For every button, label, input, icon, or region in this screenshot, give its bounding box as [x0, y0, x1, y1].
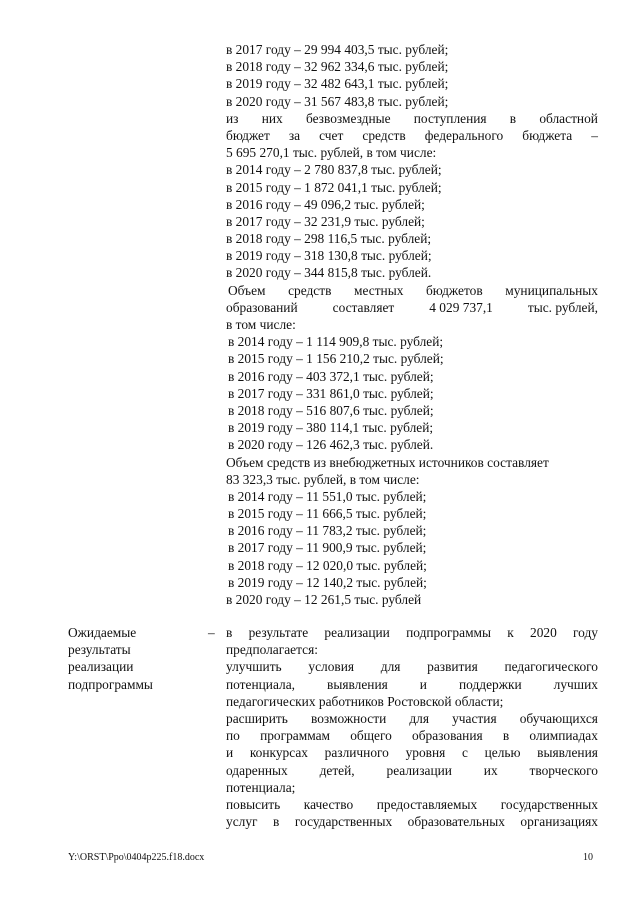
word: средств [362, 127, 406, 143]
word: развития [427, 659, 478, 675]
word: по [226, 728, 240, 744]
extra-year-line: в 2019 году – 12 140,2 тыс. рублей; [228, 574, 427, 590]
word: и [226, 745, 234, 761]
word: услуг [226, 814, 258, 830]
word: их [483, 762, 498, 778]
word: местных [354, 282, 404, 298]
funding-line: в 2018 году – 32 962 334,6 тыс. рублей; [226, 59, 449, 75]
federal-intro-line-1 [226, 110, 598, 127]
word: олимпиадах [529, 728, 598, 744]
page-number: 10 [583, 852, 593, 863]
results-line: потенциала; [226, 779, 296, 795]
extra-year-line: в 2020 году – 12 261,5 тыс. рублей [226, 592, 422, 607]
word: выявления [537, 745, 598, 761]
word: бюджета [522, 127, 573, 143]
word: педагогического [504, 659, 598, 675]
word: в [502, 728, 510, 744]
word: участия [452, 710, 497, 726]
word: 4 029 737,1 [429, 299, 493, 315]
results-line [226, 727, 598, 744]
local-year-line: в 2019 году – 380 114,1 тыс. рублей; [228, 420, 434, 436]
word: предоставляемых [376, 796, 478, 812]
word: бюджетов [425, 282, 483, 298]
word: и [419, 676, 427, 692]
funding-line: в 2019 году – 32 482 643,1 тыс. рублей; [226, 76, 449, 92]
results-line [226, 658, 598, 675]
word: образования [412, 728, 483, 744]
local-year-line: в 2017 году – 331 861,0 тыс. рублей; [228, 385, 434, 401]
section-label-line: Ожидаемые [68, 625, 137, 640]
federal-year-line: в 2016 году – 49 096,2 тыс. рублей; [226, 196, 425, 212]
word: образований [226, 299, 298, 315]
word: государственных [294, 814, 393, 830]
extra-year-line: в 2016 году – 11 783,2 тыс. рублей; [228, 523, 427, 539]
federal-year-line: в 2014 году – 2 780 837,8 тыс. рублей; [226, 162, 442, 178]
funding-line: в 2017 году – 29 994 403,5 тыс. рублей; [226, 42, 449, 57]
federal-year-line: в 2015 году – 1 872 041,1 тыс. рублей; [226, 179, 442, 195]
results-line [226, 813, 598, 830]
local-year-line: в 2015 году – 1 156 210,2 тыс. рублей; [228, 351, 444, 367]
word: подпрограммы [406, 625, 492, 640]
local-tail-line: в том числе: [226, 317, 296, 332]
word: для [380, 659, 401, 675]
word: в [273, 814, 280, 830]
word: творческого [529, 762, 598, 778]
word: бюджет [226, 127, 270, 143]
local-year-line: в 2016 году – 403 372,1 тыс. рублей; [228, 368, 434, 384]
word: возможности [310, 710, 387, 726]
funding-line: в 2020 году – 31 567 483,8 тыс. рублей; [226, 93, 449, 109]
local-intro-line-1 [226, 282, 598, 299]
results-block [226, 624, 598, 830]
local-intro-line-2 [226, 299, 598, 316]
word: реализации [324, 625, 390, 640]
word: программам [260, 728, 331, 744]
word: с [461, 745, 468, 761]
word: из [226, 110, 239, 126]
word: для [409, 710, 430, 726]
federal-total-line: 5 695 270,1 тыс. рублей, в том числе: [226, 145, 437, 161]
results-line [226, 710, 598, 727]
word: потенциала, [226, 676, 296, 692]
results-line [226, 744, 598, 761]
word: муниципальных [505, 282, 598, 298]
word: конкурсах [249, 745, 308, 761]
word: организациях [520, 814, 598, 830]
word: поступления [413, 110, 487, 126]
word: безвозмездные [305, 110, 391, 126]
word: 2020 [530, 625, 557, 640]
word: одаренных [226, 762, 288, 778]
results-line: предполагается: [226, 642, 318, 658]
extra-year-line: в 2015 году – 11 666,5 тыс. рублей; [228, 506, 427, 522]
word: в [509, 110, 517, 126]
word: условия [308, 659, 355, 675]
word: лучших [553, 676, 598, 692]
word: образовательных [407, 814, 505, 830]
federal-year-line: в 2018 году – 298 116,5 тыс. рублей; [226, 231, 432, 247]
word: поддержки [458, 676, 522, 692]
federal-year-line: в 2019 году – 318 130,8 тыс. рублей; [226, 248, 432, 264]
word: улучшить [226, 659, 282, 675]
federal-year-line: в 2017 году – 32 231,9 тыс. рублей; [226, 213, 425, 229]
word: – [591, 127, 598, 143]
results-line [226, 624, 598, 641]
extra-year-line: в 2017 году – 11 900,9 тыс. рублей; [228, 540, 427, 556]
word: федерального [424, 127, 504, 143]
footer-file-path: Y:\ORST\Ppo\0404p225.f18.docx [68, 852, 205, 863]
results-line [226, 796, 598, 813]
results-line [226, 762, 598, 779]
word: счет [319, 127, 344, 143]
extra-year-line: в 2014 году – 11 551,0 тыс. рублей; [228, 488, 427, 504]
word: целью [484, 745, 521, 761]
section-label-line: результаты [68, 642, 131, 658]
word: тыс. рублей, [527, 299, 598, 315]
word: средств [288, 282, 332, 298]
section-dash: – [208, 625, 215, 640]
word: году [573, 625, 598, 640]
word: к [507, 625, 514, 640]
word: за [288, 127, 301, 143]
word: обучающихся [519, 710, 598, 726]
section-label-line: реализации [68, 659, 134, 675]
word: детей, [319, 762, 355, 778]
word: областной [539, 110, 598, 126]
word: качество [303, 796, 354, 812]
results-line: педагогических работников Ростовской области; [226, 693, 504, 709]
local-year-line: в 2018 году – 516 807,6 тыс. рублей; [228, 402, 434, 418]
word: различного [324, 745, 389, 761]
section-label-line: подпрограммы [68, 676, 153, 692]
local-year-line: в 2020 году – 126 462,3 тыс. рублей. [228, 437, 434, 453]
word: них [261, 110, 283, 126]
word: государственных [500, 796, 598, 812]
word: выявления [327, 676, 388, 692]
federal-intro-line-2 [226, 127, 598, 144]
word: уровня [405, 745, 446, 761]
extra-intro-line-1: Объем средств из внебюджетных источников составляет [226, 454, 549, 470]
results-line [226, 676, 598, 693]
funding-block-1 [226, 41, 598, 608]
word: в [226, 625, 233, 640]
word: результате [248, 625, 309, 640]
word: составляет [332, 299, 395, 315]
federal-year-line: в 2020 году – 344 815,8 тыс. рублей. [226, 265, 432, 281]
section-label [68, 624, 208, 693]
extra-intro-line-2: 83 323,3 тыс. рублей, в том числе: [226, 471, 420, 487]
word: реализации [386, 762, 452, 778]
word: общего [350, 728, 392, 744]
word: расширить [226, 710, 288, 726]
word: повысить [226, 796, 281, 812]
word: Объем [228, 282, 266, 298]
local-year-line: в 2014 году – 1 114 909,8 тыс. рублей; [228, 334, 444, 350]
extra-year-line: в 2018 году – 12 020,0 тыс. рублей; [228, 557, 427, 573]
